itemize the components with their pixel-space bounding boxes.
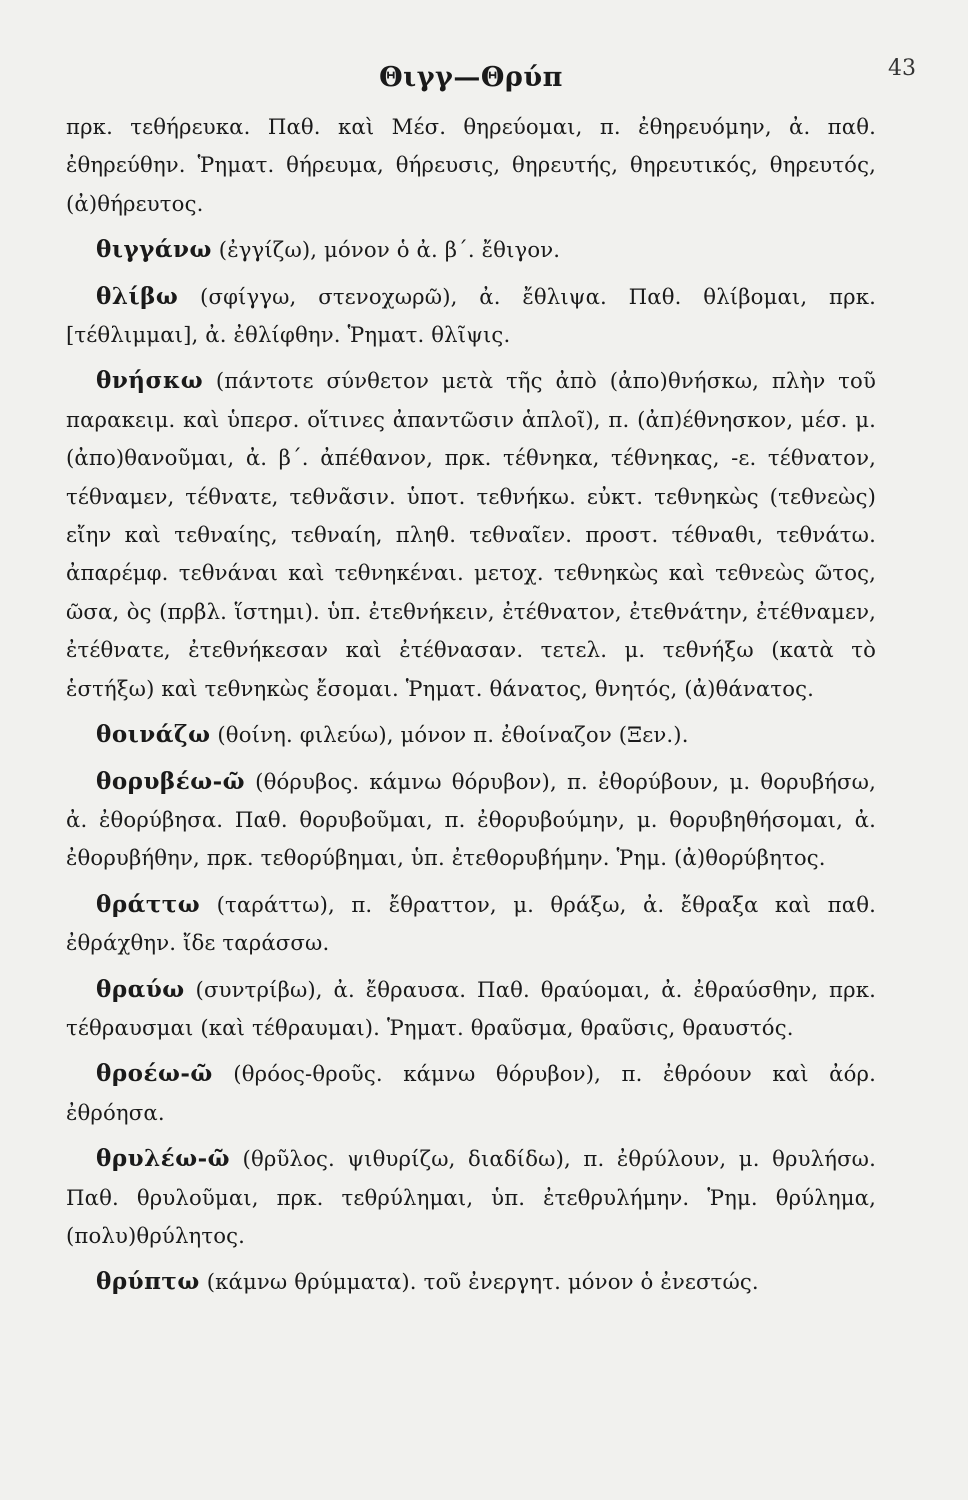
entry-headword: θιγγάνω [96, 236, 212, 264]
entry-text: (ἐγγίζω), μόνον ὁ ἀ. β΄. ἔθιγον. [211, 237, 561, 263]
dictionary-entry [66, 716, 876, 754]
entry-headword: θνήσκω [96, 367, 204, 395]
entry-headword: θρυλέω-ῶ [96, 1145, 231, 1173]
entry-text: (κάμνω θρύμματα). τοῦ ἐνεργητ. μόνον ὁ ἐνεστώς. [199, 1269, 759, 1295]
entry-text: (θρῦλος. ψιθυρίζω, διαδίδω), π. ἐθρύλουν, μ. θρυλήσω. Παθ. θρυλοῦμαι, πρκ. τεθρύλημαι, ὑπ. ἐτεθρυλήμην. Ῥημ. θρύλημα, (πολυ)θρύλητος. [66, 1146, 876, 1248]
entry-text: (σφίγγω, στενοχωρῶ), ἀ. ἔθλιψα. Παθ. θλίβομαι, πρκ. [τέθλιμμαι], ἀ. ἐθλίφθην. Ῥηματ. θλῖψις. [66, 283, 876, 348]
dictionary-entry [66, 886, 876, 963]
entry-headword: θοινάζω [96, 721, 211, 749]
entry-text: (συντρίβω), ἀ. ἔθραυσα. Παθ. θραύομαι, ἀ. ἐθραύσθην, πρκ. τέθραυσμαι (καὶ τέθραυμαι). Ῥηματ. θραῦσμα, θραῦσις, θραυστός. [66, 976, 876, 1040]
entry-text: (ταράττω), π. ἔθραττον, μ. θράξω, ἀ. ἔθραξα καὶ παθ. ἐθράχθην. ἴδε ταράσσω. [66, 891, 876, 956]
entry-headword: θροέω-ῶ [96, 1060, 213, 1088]
dictionary-entry [66, 231, 876, 269]
entry-text: (θοίνη. φιλεύω), μόνον π. ἐθοίναζον (Ξεν.). [210, 722, 689, 748]
dictionary-entry [66, 278, 876, 355]
dictionary-entry [66, 362, 876, 708]
entry-headword: θραύω [96, 975, 185, 1003]
entry-text: (θρόος-θροῦς. κάμνω θόρυβον), π. ἐθρόουν καὶ ἀόρ. ἐθρόησα. [66, 1061, 876, 1125]
dictionary-entry [66, 1140, 876, 1255]
dictionary-entry-continuation [66, 108, 876, 223]
entry-text: (θόρυβος. κάμνω θόρυβον), π. ἐθορύβουν, μ. θορυβήσω, ἀ. ἐθορύβησα. Παθ. θορυβοῦμαι, π. ἐθορυβούμην, μ. θορυβηθήσομαι, ἀ. ἐθορυβήθην, πρκ. τεθορύβημαι, ὑπ. ἐτεθορυβήμην. Ῥημ. (ἀ)θορύβητος. [66, 768, 876, 871]
entry-headword: θλίβω [96, 282, 179, 310]
entry-headword: θορυβέω-ῶ [96, 767, 246, 795]
dictionary-entry [66, 1263, 876, 1301]
page-title: Θιγγ—Θρύπ [379, 62, 563, 93]
running-head [66, 56, 916, 108]
entry-text: πρκ. τεθήρευκα. Παθ. καὶ Μέσ. θηρεύομαι, π. ἐθηρευόμην, ἀ. παθ. ἐθηρεύθην. Ῥηματ. θήρευμα, θήρευσις, θηρευτής, θηρευτικός, θηρευτός, (ἀ)θήρευτος. [66, 114, 876, 216]
entry-headword: θράττω [96, 890, 201, 918]
entry-headword: θρύπτω [96, 1268, 200, 1296]
dictionary-entry [66, 971, 876, 1048]
page-number: 43 [888, 56, 916, 81]
dictionary-entry [66, 763, 876, 878]
dictionary-entries [66, 108, 876, 1302]
entry-text: (πάντοτε σύνθετον μετὰ τῆς ἀπὸ (ἀπο)θνήσκω, πλὴν τοῦ παρακειμ. καὶ ὑπερσ. οἵτινες ἀπαντῶσιν ἁπλοῖ), π. (ἀπ)έθνησκον, μέσ. μ. (ἀπο)θανοῦμαι, ἀ. β΄. ἀπέθανον, πρκ. τέθνηκα, τέθνηκας, -ε. τέθνατον, τέθναμεν, τέθνατε, τεθνᾶσιν. ὑποτ. τεθνήκω. εὐκτ. τεθνηκὼς (τεθνεὼς) εἴην καὶ τεθναίης, τεθναίη, πληθ. τεθναῖεν. προστ. τέθναθι, τεθνάτω. ἀπαρέμφ. τεθνάναι καὶ τεθνηκέναι. μετοχ. τεθνηκὼς καὶ τεθνεὼς ῶτος, ῶσα, ὸς (πρβλ. ἵστημι). ὑπ. ἐτεθνήκειν, ἐτέθνατον, ἐτεθνάτην, ἐτέθναμεν, ἐτέθνατε, ἐτεθνήκεσαν καὶ ἐτέθνασαν. τετελ. μ. τεθνήξω (κατὰ τὸ ἑστήξω) καὶ τεθνηκὼς ἔσομαι. Ῥηματ. θάνατος, θνητός, (ἀ)θάνατος. [66, 368, 876, 701]
dictionary-entry [66, 1055, 876, 1132]
